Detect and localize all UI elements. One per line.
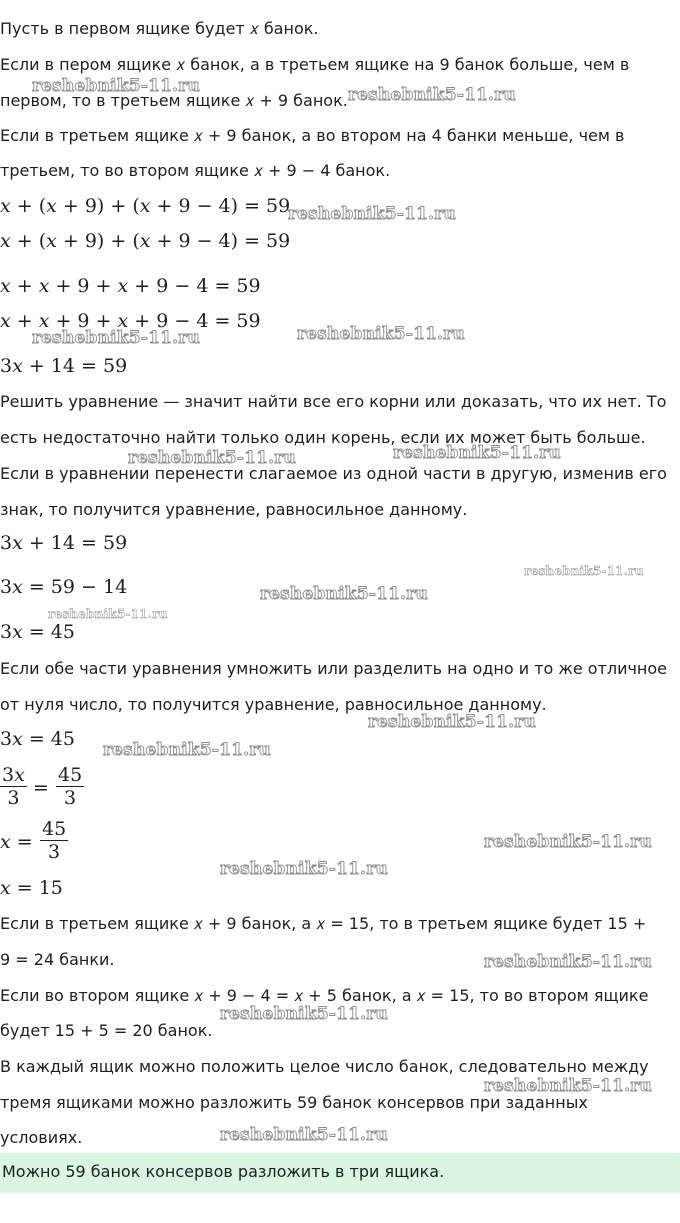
equation: 3𝑥 = 45: [0, 621, 75, 643]
equals-sign: =: [33, 777, 49, 799]
text-line: будет 15 + 5 = 20 банок.: [0, 1021, 213, 1040]
fraction-45-over-3: [56, 764, 84, 809]
fraction-denominator: 3: [7, 787, 20, 809]
answer-text: Можно 59 банок консервов разложить в три ящика.: [2, 1162, 445, 1181]
watermark: reshebnik5-11.ru: [32, 328, 200, 348]
equation: 3𝑥 + 14 = 59: [0, 532, 128, 554]
watermark: reshebnik5-11.ru: [260, 584, 428, 604]
text-line: есть недостаточно найти только один корень, если их может быть больше.: [0, 428, 646, 447]
watermark: reshebnik5-11.ru: [288, 204, 456, 224]
watermark: reshebnik5-11.ru: [393, 443, 561, 463]
watermark: reshebnik5-11.ru: [128, 448, 296, 468]
equation: 𝑥 + (𝑥 + 9) + (𝑥 + 9 − 4) = 59: [0, 195, 291, 217]
text-line: Если во втором ящике 𝑥 + 9 − 4 = 𝑥 + 5 банок, а 𝑥 = 15, то во втором ящике: [0, 986, 649, 1005]
fraction-numerator: 3𝑥: [2, 764, 25, 786]
equation: 3𝑥 = 45: [0, 728, 75, 750]
text-line: Если в третьем ящике 𝑥 + 9 банок, а во втором на 4 банки меньше, чем в: [0, 126, 625, 145]
equation: 3𝑥 = 59 − 14: [0, 576, 128, 598]
equation: 3𝑥 + 14 = 59: [0, 355, 128, 377]
text-line: первом, то в третьем ящике 𝑥 + 9 банок.: [0, 91, 348, 110]
text-line: тремя ящиками можно разложить 59 банок консервов при заданных: [0, 1093, 588, 1112]
fraction-numerator: 45: [42, 818, 67, 840]
answer-box: [0, 1153, 680, 1193]
watermark: reshebnik5-11.ru: [297, 324, 465, 344]
text-line: от нуля число, то получится уравнение, равносильное данному.: [0, 695, 547, 714]
fraction-denominator: 3: [48, 841, 61, 863]
equation-lhs: 𝑥 =: [0, 831, 33, 853]
watermark: reshebnik5-11.ru: [220, 1125, 388, 1145]
watermark: reshebnik5-11.ru: [48, 607, 168, 621]
watermark: reshebnik5-11.ru: [348, 85, 516, 105]
watermark: reshebnik5-11.ru: [220, 1004, 388, 1024]
text-line: Если обе части уравнения умножить или разделить на одно и то же отличное: [0, 659, 668, 678]
text-line: Если в уравнении перенести слагаемое из одной части в другую, изменив его: [0, 464, 667, 483]
text-line: знак, то получится уравнение, равносильное данному.: [0, 500, 468, 519]
equation: 𝑥 + 𝑥 + 9 + 𝑥 + 9 − 4 = 59: [0, 310, 261, 332]
watermark: reshebnik5-11.ru: [484, 952, 652, 972]
watermark: reshebnik5-11.ru: [32, 76, 200, 96]
watermark: reshebnik5-11.ru: [220, 859, 388, 879]
fraction-numerator: 45: [58, 764, 83, 786]
fraction-denominator: 3: [64, 787, 77, 809]
text-line: третьем, то во втором ящике 𝑥 + 9 − 4 банок.: [0, 161, 391, 180]
text-line: условиях.: [0, 1128, 83, 1147]
watermark: reshebnik5-11.ru: [484, 832, 652, 852]
watermark: reshebnik5-11.ru: [484, 1076, 652, 1096]
text-line: Решить уравнение — значит найти все его корни или доказать, что их нет. То: [0, 392, 667, 411]
equation: 𝑥 + (𝑥 + 9) + (𝑥 + 9 − 4) = 59: [0, 230, 291, 252]
watermark: reshebnik5-11.ru: [524, 564, 644, 578]
text-line: В каждый ящик можно положить целое число банок, следовательно между: [0, 1057, 649, 1076]
text-line: Если в пером ящике 𝑥 банок, а в третьем ящике на 9 банок больше, чем в: [0, 55, 630, 74]
equation: 𝑥 + 𝑥 + 9 + 𝑥 + 9 − 4 = 59: [0, 275, 261, 297]
fraction-3x-over-3: [0, 764, 27, 809]
text-line: 9 = 24 банки.: [0, 950, 115, 969]
equation: 𝑥 = 15: [0, 877, 63, 899]
watermark: reshebnik5-11.ru: [368, 712, 536, 732]
text-line: Пусть в первом ящике будет 𝑥 банок.: [0, 19, 319, 38]
watermark: reshebnik5-11.ru: [103, 740, 271, 760]
text-line: Если в третьем ящике 𝑥 + 9 банок, а 𝑥 = 15, то в третьем ящике будет 15 +: [0, 914, 647, 933]
fraction-45-over-3: [40, 818, 68, 863]
